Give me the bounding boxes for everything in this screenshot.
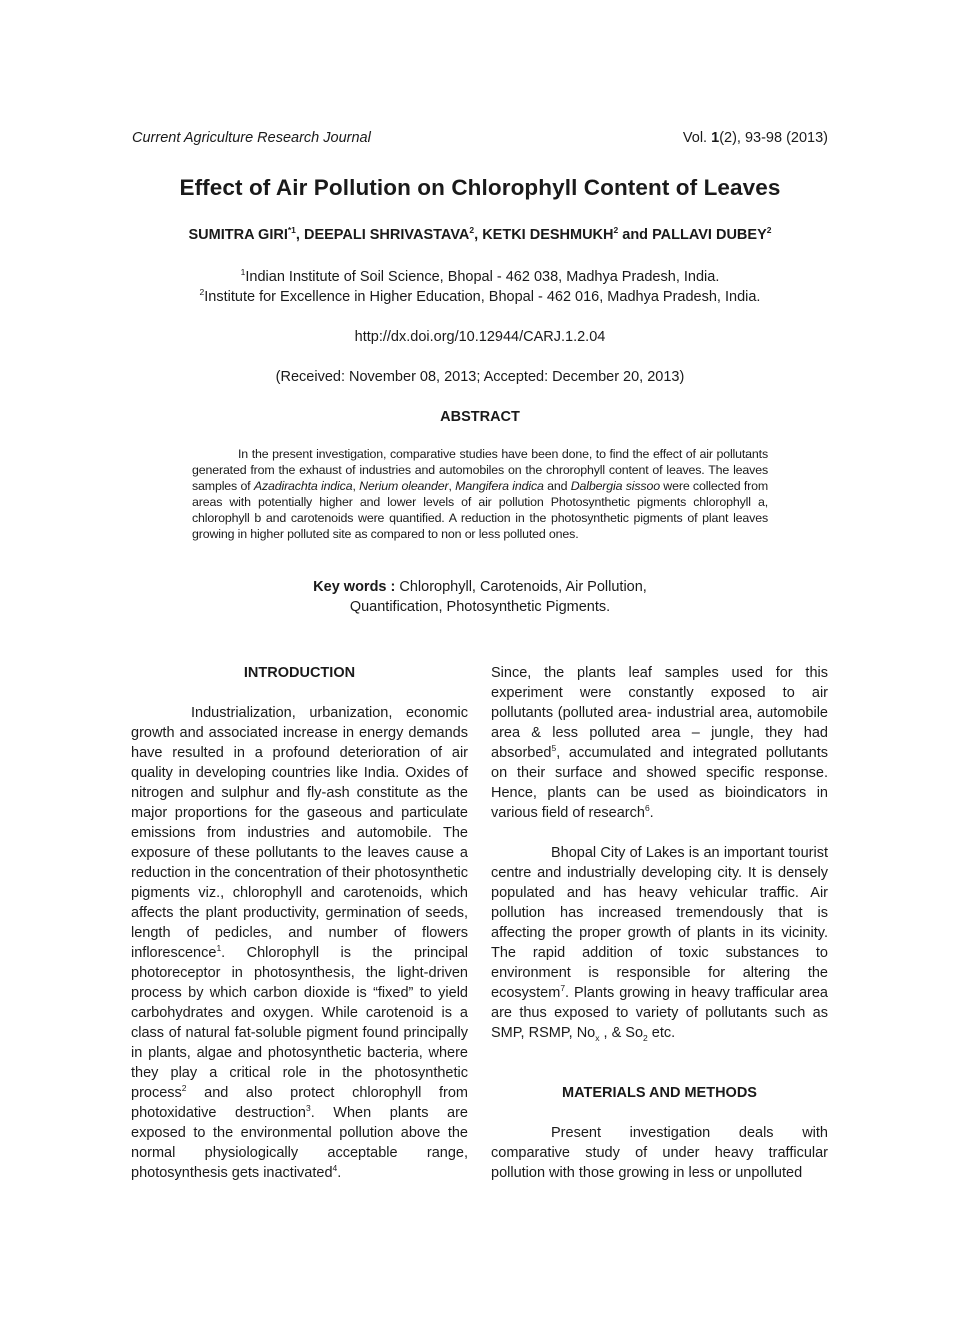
methods-paragraph-1: Present investigation deals with comparative study of under heavy trafficular pollution with those growing in less or unpolluted <box>491 1125 828 1181</box>
paragraph-text: and also protect chlorophyll from photoxidative destruction <box>131 1085 468 1121</box>
abstract-text-part: , <box>352 479 360 494</box>
abstract-heading: ABSTRACT <box>440 409 520 425</box>
paragraph-text: . When plants are exposed to the environmental pollution above the normal physiologically acceptable range, photosynthesis gets inactivated <box>131 1105 468 1181</box>
introduction-paragraph-1 <box>131 703 468 1183</box>
abstract-text-part: and <box>543 479 571 494</box>
author-affiliation-mark: 2 <box>766 225 772 236</box>
paragraph-text: . <box>649 805 654 821</box>
abstract-text <box>192 446 768 543</box>
author-separator: , <box>474 227 483 243</box>
author-name: DEEPALI SHRIVASTAVA <box>303 227 470 243</box>
paragraph-text: Since, the plants leaf samples used for this experiment were constantly exposed to air pollutants (polluted area- industrial area, automobile area & less polluted area – jungle, they had absorbed <box>491 665 828 761</box>
citation-ref: 3 <box>305 1103 311 1114</box>
subscript: x <box>595 1032 600 1043</box>
species-name: Dalbergia sissoo <box>570 479 660 494</box>
author-separator: and <box>618 227 653 243</box>
abstract-text-part: , <box>448 479 456 494</box>
author-name: PALLAVI DUBEY <box>652 227 767 243</box>
keywords <box>100 577 860 617</box>
journal-name: Current Agriculture Research Journal <box>132 130 371 146</box>
introduction-paragraph-3 <box>491 843 828 1043</box>
paragraph-text: . Chlorophyll is the principal photoreceptor in photosynthesis, the light-driven process by which carbon dioxide is “fixed” to yield carbohydrates and oxygen. While carotenoid is a class of natural fat-soluble pigment found principally in plants, algae and photosynthetic bacteria, where they play a critical role in the photosynthetic process <box>131 945 468 1101</box>
author-affiliation-mark: *1 <box>287 225 296 236</box>
methods-heading: MATERIALS AND METHODS <box>562 1085 757 1101</box>
received-accepted-dates: (Received: November 08, 2013; Accepted: December 20, 2013) <box>275 369 685 385</box>
affiliation-mark: 1 <box>240 267 246 278</box>
right-column <box>491 663 828 1183</box>
introduction-paragraph-2 <box>491 663 828 823</box>
species-name: Nerium oleander <box>359 479 449 494</box>
abstract-text-part: In the present investigation, comparative studies have been done, to find the effect of air pollutants generated from the exhaust of industries and automobiles on the chrorophyll content of leaves. The leaves samples of <box>192 447 768 494</box>
abstract-text-part: were collected from areas with potentially higher and lower levels of air pollution Photosynthetic pigments chlorophyll a, chlorophyll b and carotenoids were quantified. A reduction in the photosynthetic pigments of plant leaves growing in higher polluted site as compared to non or less polluted ones. <box>192 479 768 542</box>
affiliation-text: Indian Institute of Soil Science, Bhopal - 462 038, Madhya Pradesh, India. <box>245 269 720 285</box>
paragraph-text: , accumulated and integrated pollutants on their surface and showed specific response. Hence, plants can be used as bioindicators in various field of research <box>491 745 828 821</box>
introduction-heading: INTRODUCTION <box>243 665 356 681</box>
author-name: SUMITRA GIRI <box>188 227 288 243</box>
citation-ref: 7 <box>560 983 566 994</box>
running-header <box>132 130 828 150</box>
paragraph-text: , & So <box>599 1025 644 1041</box>
author-name: KETKI DESHMUKH <box>482 227 614 243</box>
paragraph-text: . <box>337 1165 342 1181</box>
paragraph-text: . Plants growing in heavy trafficular area are thus exposed to variety of pollutants such as SMP, RSMP, No <box>491 985 828 1041</box>
volume-issue-pages: (2), 93-98 (2013) <box>719 130 828 146</box>
citation-ref: 4 <box>332 1163 338 1174</box>
citation-ref: 5 <box>551 743 557 754</box>
keywords-text: Chlorophyll, Carotenoids, Air Pollution, <box>399 579 647 595</box>
affiliation-mark: 2 <box>199 287 205 298</box>
volume-number: 1 <box>711 130 720 146</box>
keywords-line-1 <box>100 577 860 597</box>
author-affiliation-mark: 2 <box>613 225 619 236</box>
species-name: Mangifera indica <box>455 479 544 494</box>
affiliation-1 <box>100 269 860 285</box>
affiliation-2 <box>100 289 860 305</box>
citation-ref: 2 <box>181 1083 187 1094</box>
left-column <box>131 663 468 1183</box>
paragraph-text: Bhopal City of Lakes is an important tourist centre and industrially developing city. It is densely populated and has heavy vehicular traffic. Air pollution has increased tremendously that is affecting the proper growth of plants in its vicinity. The rapid addition of toxic substances to environment is responsible for altering the ecosystem <box>491 845 828 1001</box>
paragraph-text: etc. <box>647 1025 676 1041</box>
citation-ref: 1 <box>216 943 222 954</box>
author-separator: , <box>295 227 304 243</box>
paper-title: Effect of Air Pollution on Chlorophyll Content of Leaves <box>179 175 781 200</box>
keywords-line-2: Quantification, Photosynthetic Pigments. <box>349 599 611 615</box>
citation-ref: 6 <box>644 803 650 814</box>
paragraph-text: Industrialization, urbanization, economic growth and associated increase in energy demands have resulted in a profound deterioration of air quality in developing countries like India. Oxides of nitrogen and sulphur and fly-ash constitute as the major proportions for the gaseous and particulate emissions from industries and automobile. The exposure of these pollutants to the leaves cause a reduction in the concentration of their photosynthetic pigments viz., chlorophyll and carotenoids, which affects the plant productivity, germination of seeds, length of pedicles, and number of flowers inflorescence <box>131 705 468 961</box>
species-name: Azadirachta indica <box>253 479 353 494</box>
volume-prefix: Vol. <box>682 130 712 146</box>
author-list <box>100 227 860 243</box>
author-affiliation-mark: 2 <box>469 225 475 236</box>
subscript: 2 <box>643 1032 648 1043</box>
affiliation-text: Institute for Excellence in Higher Education, Bhopal - 462 016, Madhya Pradesh, India. <box>204 289 761 305</box>
doi-link[interactable]: http://dx.doi.org/10.12944/CARJ.1.2.04 <box>354 329 606 345</box>
keywords-label: Key words : <box>313 579 400 595</box>
volume-info <box>683 130 828 146</box>
